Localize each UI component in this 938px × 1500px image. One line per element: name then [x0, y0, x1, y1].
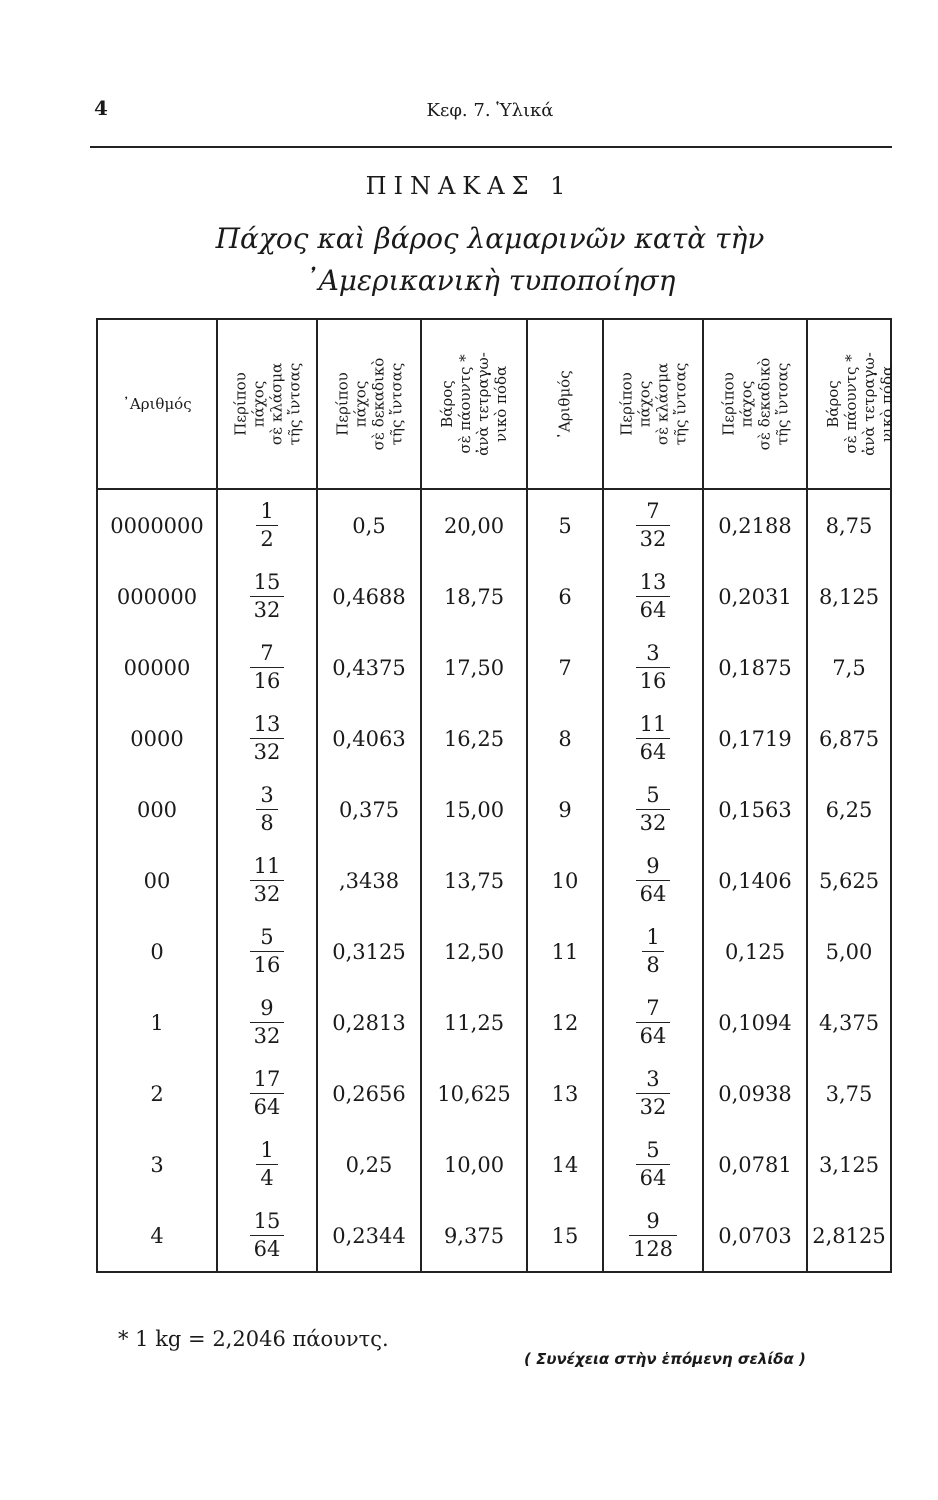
thickness-decimal: 0,0781: [703, 1129, 807, 1200]
thickness-decimal: 0,4688: [317, 561, 421, 632]
thickness-fraction: $\frac{7}{16}$: [217, 632, 317, 703]
thickness-fraction: $\frac{3}{32}$: [603, 1058, 703, 1129]
continued-note: ( Συνέχεια στὴν ἑπόμενη σελίδα ): [524, 1350, 806, 1368]
table-title: ΠΙΝΑΚΑΣ 1: [365, 172, 573, 200]
thickness-fraction: $\frac{11}{32}$: [217, 845, 317, 916]
weight-value: 7,5: [807, 632, 891, 703]
weight-value: 12,50: [421, 916, 527, 987]
table-row: [97, 987, 891, 1058]
gauge-table: [96, 318, 896, 1273]
weight-value: 16,25: [421, 703, 527, 774]
table-row: [97, 774, 891, 845]
thickness-fraction: $\frac{13}{32}$: [217, 703, 317, 774]
gauge-number: 11: [527, 916, 603, 987]
thickness-fraction: $\frac{1}{8}$: [603, 916, 703, 987]
thickness-fraction: $\frac{9}{64}$: [603, 845, 703, 916]
table-row: [97, 703, 891, 774]
thickness-decimal: 0,0703: [703, 1200, 807, 1272]
table-row: [97, 1129, 891, 1200]
gauge-number: 10: [527, 845, 603, 916]
thickness-decimal: 0,5: [317, 489, 421, 561]
thickness-fraction: $\frac{3}{16}$: [603, 632, 703, 703]
weight-value: 2,8125: [807, 1200, 891, 1272]
gauge-number: 9: [527, 774, 603, 845]
thickness-fraction: $\frac{5}{32}$: [603, 774, 703, 845]
thickness-decimal: 0,2344: [317, 1200, 421, 1272]
gauge-number: 13: [527, 1058, 603, 1129]
thickness-fraction: $\frac{15}{64}$: [217, 1200, 317, 1272]
thickness-decimal: 0,25: [317, 1129, 421, 1200]
thickness-decimal: 0,2656: [317, 1058, 421, 1129]
header-number-left: ᾿Αριθμός: [97, 319, 217, 489]
header-number-right: ᾿Αριθμός: [527, 319, 603, 489]
gauge-number: 00000: [97, 632, 217, 703]
thickness-fraction: $\frac{17}{64}$: [217, 1058, 317, 1129]
header-thickness-fraction-right: Περίπου πάχος σὲ κλάσμα τῆς ἴντσας: [603, 319, 703, 489]
thickness-fraction: $\frac{9}{32}$: [217, 987, 317, 1058]
weight-value: 8,125: [807, 561, 891, 632]
gauge-number: 8: [527, 703, 603, 774]
thickness-fraction: $\frac{7}{64}$: [603, 987, 703, 1058]
gauge-number: 0000: [97, 703, 217, 774]
header-thickness-decimal-left: Περίπου πάχος σὲ δεκαδικὸ τῆς ἴντσας: [317, 319, 421, 489]
thickness-decimal: 0,1406: [703, 845, 807, 916]
weight-value: 8,75: [807, 489, 891, 561]
weight-value: 20,00: [421, 489, 527, 561]
thickness-decimal: ,3438: [317, 845, 421, 916]
weight-value: 5,00: [807, 916, 891, 987]
table-header-row: [97, 319, 891, 489]
weight-value: 17,50: [421, 632, 527, 703]
gauge-number: 0: [97, 916, 217, 987]
table-row: [97, 1058, 891, 1129]
weight-value: 3,125: [807, 1129, 891, 1200]
thickness-decimal: 0,2813: [317, 987, 421, 1058]
thickness-fraction: $\frac{1}{4}$: [217, 1129, 317, 1200]
gauge-number: 15: [527, 1200, 603, 1272]
gauge-number: 0000000: [97, 489, 217, 561]
weight-value: 10,00: [421, 1129, 527, 1200]
header-thickness-decimal-right: Περίπου πάχος σὲ δεκαδικὸ τῆς ἴντσας: [703, 319, 807, 489]
thickness-decimal: 0,1719: [703, 703, 807, 774]
weight-value: 18,75: [421, 561, 527, 632]
gauge-number: 1: [97, 987, 217, 1058]
table-row: [97, 845, 891, 916]
weight-value: 13,75: [421, 845, 527, 916]
table-row: [97, 561, 891, 632]
weight-value: 5,625: [807, 845, 891, 916]
gauge-number: 000: [97, 774, 217, 845]
thickness-decimal: 0,0938: [703, 1058, 807, 1129]
gauge-number: 00: [97, 845, 217, 916]
weight-value: 3,75: [807, 1058, 891, 1129]
thickness-decimal: 0,1094: [703, 987, 807, 1058]
weight-value: 4,375: [807, 987, 891, 1058]
header-weight-right: Βάρος σὲ πάουντς * ἀνὰ τετραγω- νικὸ πόδα: [807, 319, 891, 489]
footnote: * 1 kg = 2,2046 πάουντς.: [118, 1327, 389, 1351]
gauge-number: 4: [97, 1200, 217, 1272]
thickness-decimal: 0,2031: [703, 561, 807, 632]
thickness-fraction: $\frac{1}{2}$: [217, 489, 317, 561]
thickness-decimal: 0,4375: [317, 632, 421, 703]
thickness-fraction: $\frac{13}{64}$: [603, 561, 703, 632]
gauge-number: 3: [97, 1129, 217, 1200]
thickness-fraction: $\frac{5}{16}$: [217, 916, 317, 987]
page-header: [90, 96, 890, 136]
thickness-decimal: 0,3125: [317, 916, 421, 987]
weight-value: 6,25: [807, 774, 891, 845]
gauge-number: 7: [527, 632, 603, 703]
header-thickness-fraction-left: Περίπου πάχος σὲ κλάσμα τῆς ἴντσας: [217, 319, 317, 489]
thickness-decimal: 0,1563: [703, 774, 807, 845]
running-title: Κεφ. 7. Ὑλικά: [426, 100, 554, 121]
table-row: [97, 916, 891, 987]
table-subtitle: [200, 218, 780, 302]
weight-value: 15,00: [421, 774, 527, 845]
header-weight-left: Βάρος σὲ πάουντς * ἀνὰ τετραγω- νικὸ πόδα: [421, 319, 527, 489]
thickness-fraction: $\frac{11}{64}$: [603, 703, 703, 774]
gauge-number: 5: [527, 489, 603, 561]
thickness-decimal: 0,375: [317, 774, 421, 845]
page-number: 4: [94, 96, 108, 120]
thickness-decimal: 0,2188: [703, 489, 807, 561]
table-row: [97, 1200, 891, 1272]
thickness-fraction: $\frac{9}{128}$: [603, 1200, 703, 1272]
subtitle-line-1: Πάχος καὶ βάρος λαμαρινῶν κατὰ τὴν: [215, 222, 765, 255]
subtitle-line-2: ᾿Αμερικανικὴ τυποποίηση: [304, 264, 676, 297]
weight-value: 11,25: [421, 987, 527, 1058]
table-row: [97, 632, 891, 703]
header-rule: [90, 146, 892, 148]
thickness-decimal: 0,4063: [317, 703, 421, 774]
weight-value: 9,375: [421, 1200, 527, 1272]
table-row: [97, 489, 891, 561]
gauge-number: 14: [527, 1129, 603, 1200]
thickness-fraction: $\frac{15}{32}$: [217, 561, 317, 632]
gauge-number: 6: [527, 561, 603, 632]
thickness-fraction: $\frac{3}{8}$: [217, 774, 317, 845]
thickness-fraction: $\frac{5}{64}$: [603, 1129, 703, 1200]
thickness-decimal: 0,1875: [703, 632, 807, 703]
thickness-fraction: $\frac{7}{32}$: [603, 489, 703, 561]
weight-value: 10,625: [421, 1058, 527, 1129]
gauge-number: 2: [97, 1058, 217, 1129]
gauge-number: 12: [527, 987, 603, 1058]
weight-value: 6,875: [807, 703, 891, 774]
gauge-number: 000000: [97, 561, 217, 632]
thickness-decimal: 0,125: [703, 916, 807, 987]
